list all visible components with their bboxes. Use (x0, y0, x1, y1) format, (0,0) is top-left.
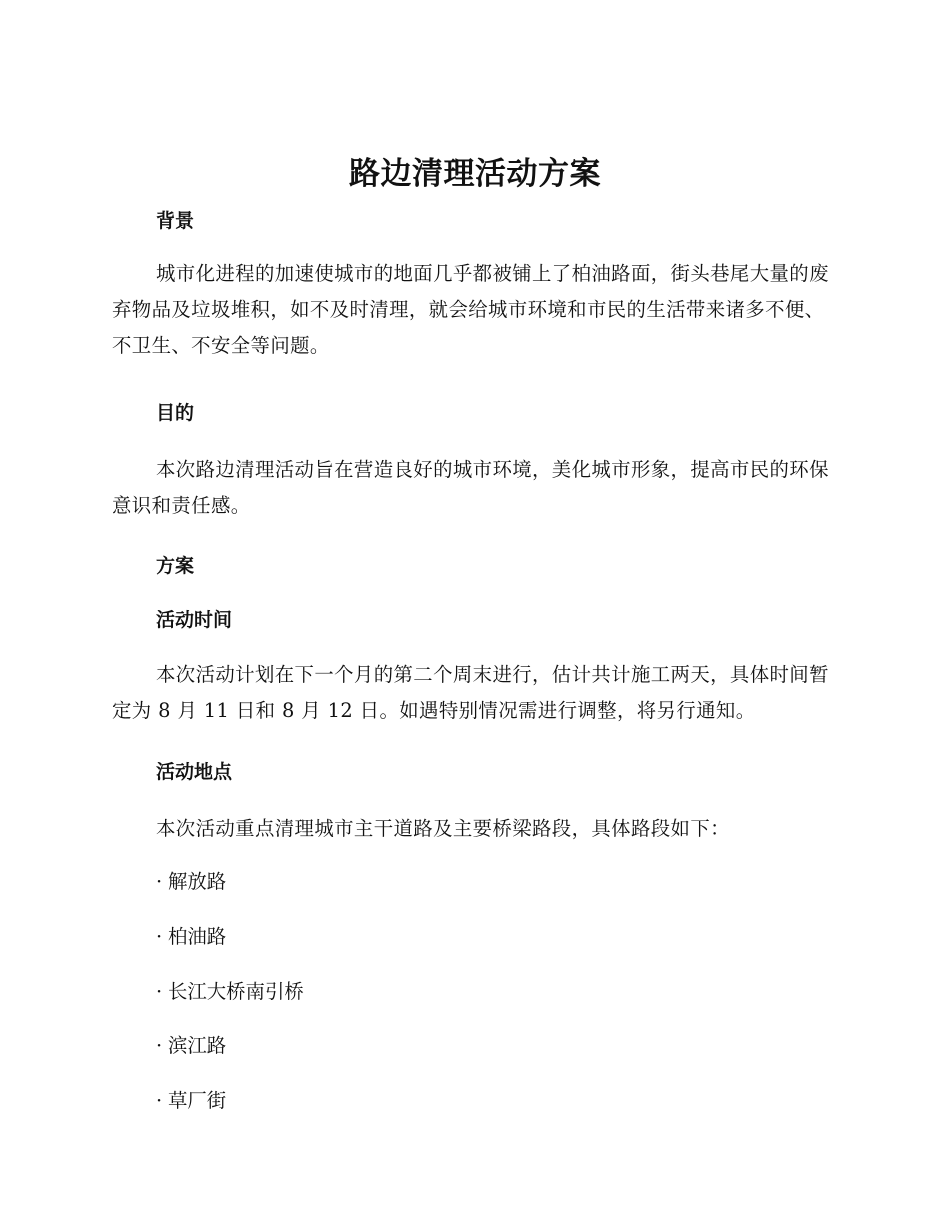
bullet-marker: · (156, 1034, 163, 1057)
road-name: 草厂街 (168, 1089, 227, 1112)
time-paragraph: 本次活动计划在下一个月的第二个周末进行，估计共计施工两天，具体时间暂定为 8 月 11 日和 8 月 12 日。如遇特别情况需进行调整，将另行通知。 (112, 663, 829, 722)
purpose-paragraph: 本次路边清理活动旨在营造良好的城市环境，美化城市形象，提高市民的环保意识和责任感。 (112, 458, 829, 517)
bullet-marker: · (156, 870, 163, 893)
document-title: 路边清理活动方案 (349, 156, 601, 192)
bullet-marker: · (156, 925, 163, 948)
background-paragraph: 城市化进程的加速使城市的地面几乎都被铺上了柏油路面，街头巷尾大量的废弃物品及垃圾堆积，如不及时清理，就会给城市环境和市民的生活带来诸多不便、不卫生、不安全等问题。 (112, 262, 829, 357)
road-name: 解放路 (168, 870, 227, 893)
section-heading-background: 背景 (156, 210, 195, 232)
list-item-road (156, 977, 304, 1007)
list-item-road (156, 1086, 226, 1116)
bullet-marker: · (156, 980, 163, 1003)
section-heading-plan: 方案 (156, 555, 195, 577)
section-heading-purpose: 目的 (156, 402, 195, 424)
list-item-road (156, 867, 226, 897)
section-heading-location: 活动地点 (156, 761, 233, 783)
road-name: 柏油路 (168, 925, 227, 948)
section-heading-time: 活动时间 (156, 609, 233, 631)
road-name: 长江大桥南引桥 (168, 980, 304, 1003)
road-name: 滨江路 (168, 1034, 227, 1057)
list-item-road (156, 922, 226, 952)
list-item-road (156, 1031, 226, 1061)
location-intro: 本次活动重点清理城市主干道路及主要桥梁路段，具体路段如下： (156, 817, 730, 840)
bullet-marker: · (156, 1089, 163, 1112)
